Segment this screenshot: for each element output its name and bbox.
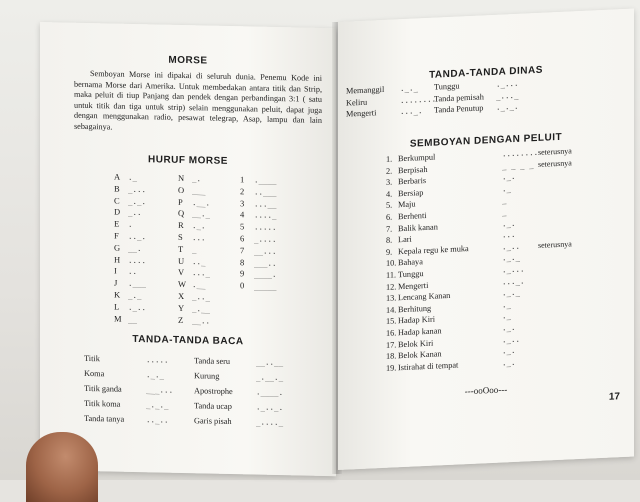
item-number: 17.	[386, 339, 397, 350]
morse-code: ..	[128, 267, 138, 277]
character-label: 7	[240, 244, 245, 256]
punctuation-column-1	[84, 351, 194, 428]
character-label: 5	[240, 221, 245, 232]
morse-code: ..._	[192, 268, 211, 278]
character-label: N	[178, 172, 185, 184]
whistle-code: _	[502, 195, 507, 205]
sign-name: Tanda seru	[194, 356, 231, 366]
morse-code: ._.	[192, 221, 206, 231]
whistle-code: ._.	[502, 218, 516, 229]
huruf-morse-title: HURUF MORSE	[148, 154, 228, 167]
morse-code: _._._	[146, 400, 169, 410]
whistle-code: ._.	[502, 322, 516, 333]
morse-code: ._._	[146, 370, 165, 380]
morse-code: .____	[254, 175, 277, 185]
character-label: C	[114, 195, 120, 206]
numbers-column	[240, 174, 294, 293]
character-label: J	[114, 277, 118, 288]
character-label: X	[178, 290, 185, 301]
morse-code: ._.._.	[256, 402, 284, 413]
signal-name: Bahaya	[398, 257, 423, 268]
character-label: D	[114, 206, 121, 218]
signal-name: Lencang Kanan	[398, 291, 451, 303]
whistle-code: ._...	[502, 264, 525, 275]
morse-code: _..	[128, 208, 142, 218]
whistle-code: ._.	[502, 172, 516, 182]
item-number: 13.	[386, 293, 397, 303]
item-number: 1.	[386, 154, 393, 164]
signal-name: Kepala regu ke muka	[398, 243, 469, 257]
whistle-code: _ _ _ _	[502, 159, 534, 171]
signal-note: seterusnya	[538, 157, 572, 169]
morse-code: ___...	[146, 385, 174, 395]
list-row	[240, 280, 294, 293]
signal-name: Berkumpul	[398, 152, 436, 164]
morse-code: _.	[192, 174, 202, 184]
signal-name: Berpisah	[398, 164, 428, 175]
whistle-code: ._..	[502, 241, 521, 252]
morse-code: ._._	[400, 83, 419, 94]
morse-code: _....	[254, 234, 277, 244]
whistle-code: ._._	[502, 287, 521, 298]
signal-name: Tunggu	[398, 269, 424, 280]
morse-code: __..	[192, 315, 211, 326]
character-label: W	[178, 279, 187, 290]
character-label: 8	[240, 256, 245, 267]
morse-code: _.__	[192, 303, 211, 314]
morse-code: .___	[128, 279, 147, 289]
item-number: 19.	[386, 363, 397, 373]
alphabet-column-a-m	[114, 172, 168, 326]
character-label: U	[178, 255, 185, 266]
signal-name: Istirahat di tempat	[398, 360, 459, 372]
morse-code: ____.	[254, 269, 277, 280]
morse-code: ._...	[496, 78, 519, 89]
right-page	[338, 9, 634, 470]
open-booklet	[40, 22, 636, 472]
item-number: 2.	[386, 166, 393, 176]
whistle-code: ._	[502, 299, 512, 310]
item-number: 11.	[386, 270, 397, 280]
sign-name: Titik koma	[84, 398, 121, 409]
character-label: 6	[240, 233, 245, 244]
item-number: 8.	[386, 235, 393, 245]
item-number: 6.	[386, 212, 393, 222]
dinas-column-1	[346, 82, 437, 120]
morse-code: ._..	[128, 302, 147, 312]
morse-code: ...__	[254, 199, 277, 209]
signal-name: Bersiap	[398, 187, 424, 199]
item-number: 3.	[386, 177, 393, 188]
signal-name: Hadap kanan	[398, 326, 442, 338]
item-number: 4.	[386, 189, 393, 199]
character-label: L	[114, 301, 120, 312]
whistle-code: ........	[502, 147, 539, 159]
alphabet-column-n-z	[178, 173, 232, 327]
whistle-code: ._	[502, 183, 512, 194]
morse-code: .____.	[256, 387, 284, 398]
character-label: 4	[240, 209, 245, 220]
morse-code: _...._	[256, 417, 284, 428]
character-label: Y	[178, 302, 185, 313]
sign-name: Tunggu	[434, 81, 460, 92]
character-label: O	[178, 184, 185, 195]
morse-code: _...	[128, 184, 147, 195]
morse-code: _.__._	[256, 372, 284, 383]
character-label: 1	[240, 174, 245, 185]
character-label: 3	[240, 197, 245, 208]
whistle-code: _	[502, 207, 507, 217]
morse-paragraph: Semboyan Morse ini dipakai di seluruh dunia. Penemu Kode ini bernama Morse dari Amerika. Untuk membedakan antara titik dan Strip, maka peluit di tiup Panjang dan pendek dengan perbandingan 3:1 ( satu untuk titik dan tiga untuk strip) selain menggunakan peluit, dapat juga dengan menggunakan radio, pesawat telegrap, Asap, lampu dan lain sebagainya.	[74, 69, 322, 132]
morse-code: __._	[192, 209, 211, 219]
signal-note: seterusnya	[538, 239, 572, 250]
morse-code: ._	[128, 172, 138, 183]
signal-name: Belok Kiri	[398, 338, 434, 349]
tanda-baca-title: TANDA-TANDA BACA	[132, 333, 244, 348]
morse-code: .....	[254, 222, 277, 233]
item-number: 5.	[386, 200, 393, 211]
character-label: B	[114, 183, 120, 194]
sign-name: Garis pisah	[194, 416, 232, 427]
signal-name: Belok Kanan	[398, 349, 442, 361]
morse-code: __..__	[256, 357, 284, 368]
punctuation-column-2	[194, 353, 304, 430]
list-row	[346, 105, 432, 120]
signal-name: Lari	[398, 234, 412, 245]
thumb	[26, 432, 98, 502]
morse-code: _._.	[128, 196, 147, 206]
sign-name: Tanda Penutup	[434, 103, 484, 115]
morse-code: __...	[254, 246, 277, 256]
morse-code: ........	[400, 94, 437, 105]
list-row	[84, 411, 194, 428]
end-mark: ---ooOoo---	[464, 384, 508, 397]
morse-code: __	[128, 314, 138, 324]
character-label: G	[114, 242, 121, 253]
morse-code: ..___	[254, 187, 277, 197]
morse-code: _._	[128, 290, 142, 301]
morse-code: ...	[192, 233, 206, 243]
character-label: E	[114, 218, 120, 229]
item-number: 15.	[386, 316, 397, 327]
whistle-code: ._..	[502, 334, 521, 345]
character-label: Z	[178, 314, 184, 325]
list-row	[194, 413, 304, 430]
character-label: F	[114, 230, 119, 241]
sign-name: Titik	[84, 353, 100, 364]
signal-name: Hadap Kiri	[398, 314, 436, 326]
character-label: 9	[240, 268, 245, 279]
sign-name: Tanda ucap	[194, 401, 232, 412]
item-number: 16.	[386, 328, 397, 338]
morse-code: _..._	[496, 90, 519, 101]
item-number: 9.	[386, 247, 393, 257]
tanda-dinas-title: TANDA-TANDA DINAS	[429, 64, 543, 81]
morse-code: .__	[192, 280, 206, 290]
character-label: A	[114, 171, 121, 182]
character-label: 0	[240, 280, 245, 291]
peluit-list	[386, 145, 572, 374]
whistle-code: ._.	[502, 346, 516, 356]
morse-code: _	[192, 244, 197, 255]
dinas-column-2	[434, 77, 528, 116]
sign-name: Titik ganda	[84, 383, 122, 394]
page-number-right: 17	[608, 391, 620, 403]
signal-name: Berhenti	[398, 210, 427, 222]
sign-name: Keliru	[346, 97, 368, 108]
sign-name: Tanda pemisah	[434, 91, 484, 104]
morse-title: MORSE	[168, 54, 208, 67]
sign-name: Koma	[84, 368, 105, 379]
sign-name: Tanda tanya	[84, 413, 125, 424]
whistle-code: ._._	[502, 253, 521, 263]
morse-code: ..._.	[400, 106, 423, 117]
character-label: P	[178, 196, 183, 207]
item-number: 14.	[386, 305, 397, 315]
character-label: M	[114, 313, 122, 324]
morse-code: .._..	[146, 415, 169, 425]
morse-code: ___..	[254, 258, 277, 268]
character-label: H	[114, 254, 121, 265]
character-label: S	[178, 231, 183, 242]
list-row	[178, 314, 232, 327]
whistle-code: ..._.	[502, 276, 525, 287]
morse-code: .....	[146, 355, 169, 365]
signal-name: Berhitung	[398, 303, 432, 314]
morse-code: .	[128, 220, 133, 230]
morse-code: __.	[128, 243, 142, 253]
sign-name: Mengerti	[346, 108, 377, 119]
left-page	[40, 22, 336, 476]
character-label: Q	[178, 208, 185, 219]
character-label: I	[114, 265, 117, 276]
whistle-code: ._	[502, 311, 512, 321]
list-row	[114, 313, 168, 326]
signal-name: Maju	[398, 199, 416, 210]
morse-code: .__.	[192, 197, 211, 208]
signal-name: Balik kanan	[398, 222, 438, 233]
morse-code: ._._.	[496, 101, 519, 112]
morse-code: ...._	[254, 210, 277, 221]
morse-code: .._.	[128, 231, 147, 242]
whistle-code: ._.	[502, 357, 516, 368]
character-label: R	[178, 220, 184, 231]
sign-name: Kurung	[194, 371, 220, 381]
semboyan-peluit-title: SEMBOYAN DENGAN PELUIT	[409, 131, 563, 150]
morse-code: _____	[254, 281, 277, 292]
character-label: T	[178, 243, 184, 254]
morse-code: ....	[128, 255, 147, 265]
morse-code: _.._	[192, 292, 211, 302]
morse-code: ___	[192, 185, 206, 196]
item-number: 10.	[386, 258, 397, 269]
sign-name: Memanggil	[346, 84, 385, 96]
item-number: 12.	[386, 281, 397, 292]
morse-code: .._	[192, 256, 206, 267]
item-number: 18.	[386, 351, 397, 361]
signal-name: Berbaris	[398, 176, 427, 187]
whistle-code: ...	[502, 230, 516, 240]
sign-name: Apostrophe	[194, 386, 233, 397]
signal-note: seterusnya	[538, 146, 572, 157]
character-label: K	[114, 289, 121, 300]
item-number: 7.	[386, 224, 393, 234]
character-label: 2	[240, 185, 245, 197]
signal-name: Mengerti	[398, 280, 429, 291]
character-label: V	[178, 267, 185, 278]
